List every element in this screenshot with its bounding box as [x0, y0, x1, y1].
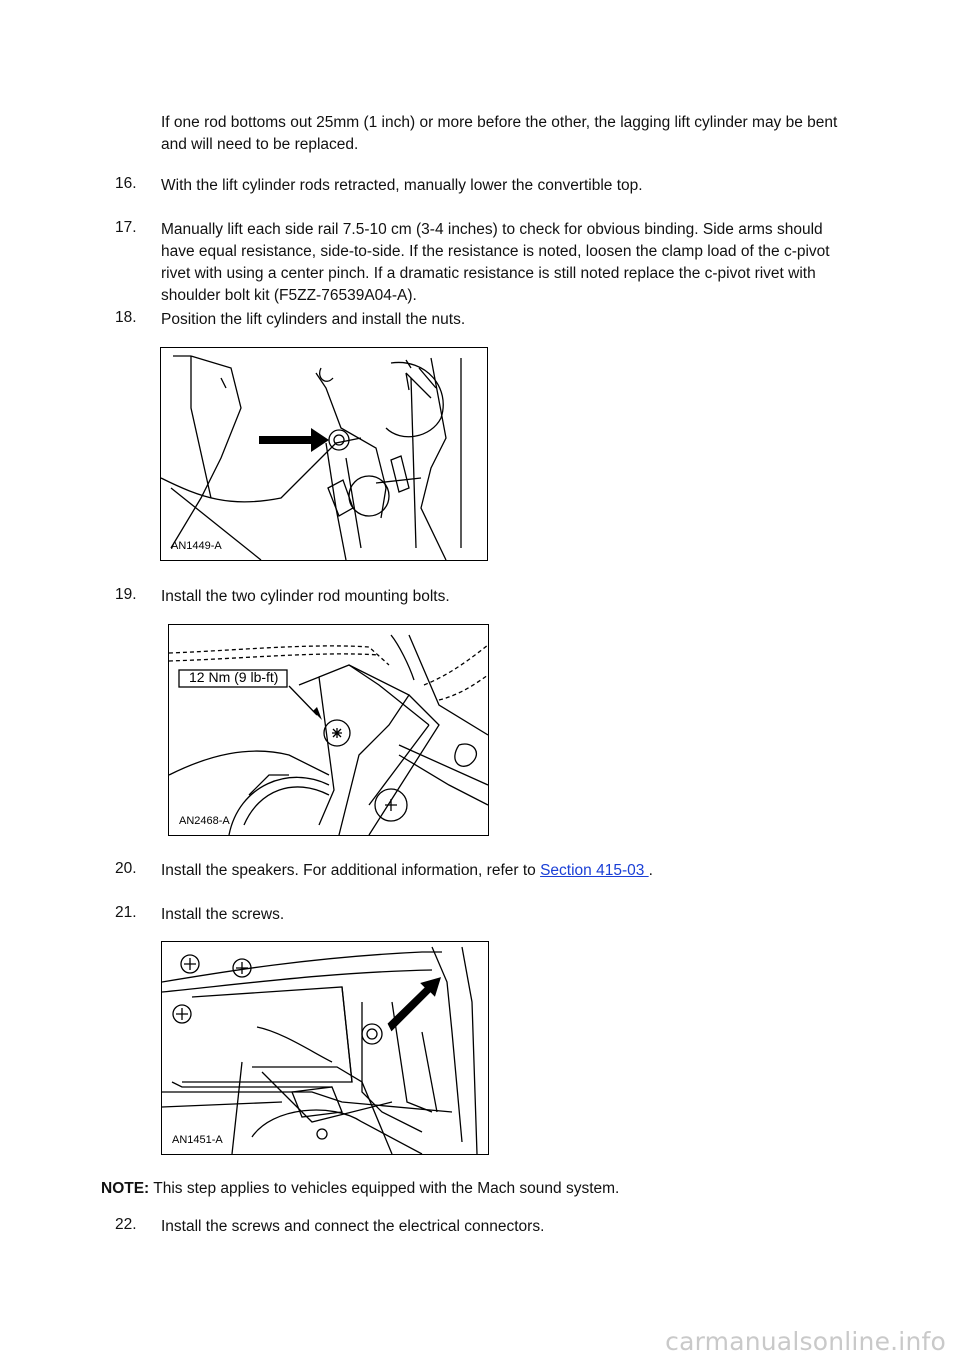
watermark: carmanualsonline.info: [665, 1327, 946, 1356]
step-21-number: 21.: [115, 904, 137, 921]
step-17-text: Manually lift each side rail 7.5-10 cm (3-4 inches) to check for obvious binding. Side arms should have equal resistance, side-to-side. If the resistance is noted, loosen the clamp load of the c-pivot rivet with using a center pinch. If a dramatic resistance is still noted replace the c-pivot rivet with shoulder bolt kit (F5ZZ-76539A04-A).: [161, 221, 830, 304]
figure-an2468: [168, 624, 489, 836]
section-415-03-link[interactable]: Section 415-03: [540, 862, 649, 879]
figure-an1451: [161, 941, 489, 1155]
arrow-icon: [390, 980, 438, 1028]
step-22-text: Install the screws and connect the electrical connectors.: [161, 1218, 545, 1235]
step-22-number: 22.: [115, 1216, 137, 1233]
note: [101, 1178, 861, 1200]
arrow-icon: [259, 428, 329, 452]
intro-paragraph: If one rod bottoms out 25mm (1 inch) or more before the other, the lagging lift cylinder may be bent and will need to be replaced.: [161, 114, 838, 153]
step-18-text: Position the lift cylinders and install the nuts.: [161, 311, 466, 328]
step-16-text: With the lift cylinder rods retracted, manually lower the convertible top.: [161, 177, 643, 194]
pointer-icon: [313, 707, 322, 720]
step-19-number: 19.: [115, 586, 137, 603]
note-text: This step applies to vehicles equipped with the Mach sound system.: [149, 1180, 620, 1197]
step-20-text: [161, 860, 841, 882]
step-17-number: 17.: [115, 219, 137, 236]
figure-an1449: [160, 347, 488, 561]
figure-label: AN2468-A: [179, 815, 230, 827]
cylinder-rod-bolt-illustration: [169, 625, 488, 835]
step-20-suffix: .: [648, 862, 653, 879]
step-19-text: Install the two cylinder rod mounting bolts.: [161, 588, 450, 605]
lift-cylinder-illustration: [161, 348, 487, 560]
figure-label: AN1451-A: [172, 1134, 223, 1146]
step-20-body: Install the speakers. For additional information, refer to: [161, 862, 541, 879]
step-20-number: 20.: [115, 860, 137, 877]
note-label: NOTE:: [101, 1180, 150, 1197]
step-21-text: Install the screws.: [161, 906, 285, 923]
figure-label: AN1449-A: [171, 540, 222, 552]
torque-callout: 12 Nm (9 lb-ft): [189, 669, 279, 685]
step-18-number: 18.: [115, 309, 137, 326]
speaker-screws-illustration: [162, 942, 488, 1154]
step-16-number: 16.: [115, 175, 137, 192]
